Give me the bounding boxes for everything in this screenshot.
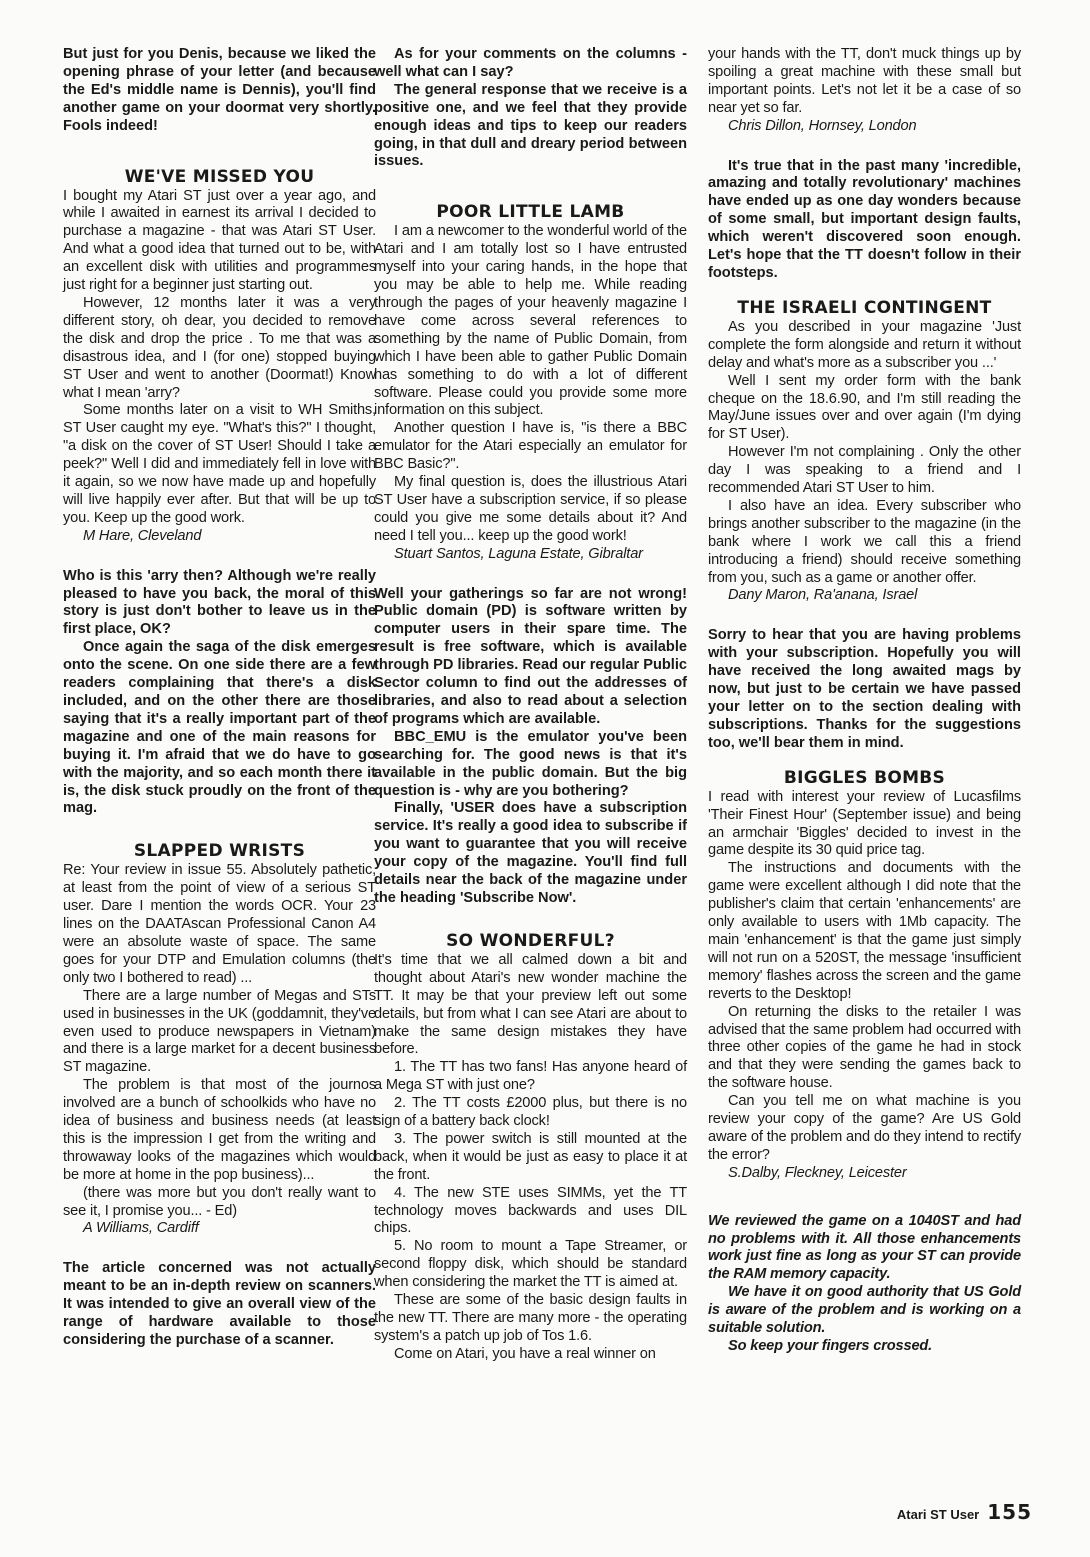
editor-reply: We have it on good authority that US Gold is aware of the problem and is working on a suitable solution. [708, 1284, 1021, 1337]
editor-reply: Once again the saga of the disk emerges onto the scene. On one side there are a few readers complaining that there's a disk included, and on the other there are those saying that it's a really important part of the magazine and one of the main reasons for buying it. I'm afraid that we do have to go with the majority, and so each month there it is, the disk stuck proudly on the front of the mag. [63, 639, 376, 817]
letter-paragraph: Re: Your review in issue 55. Absolutely pathetic, at least from the point of view of a serious ST user. Dare I mention the words OCR. Your 23 lines on the DAATAscan Professional Canon A4 were an absolute waste of space. The same goes for your DTP and Emulation columns (the only two I bothered to read) ... [63, 862, 376, 986]
letter-paragraph: However, 12 months later it was a very different story, oh dear, you decided to remove the disk and drop the price . To me that was a disastrous idea, and I (for one) stopped buying ST User and went to another (Doormat!) Know what I mean 'arry? [63, 294, 376, 401]
letter-paragraph: Some months later on a visit to WH Smiths, ST User caught my eye. "What's this?" I thought, "a disk on the cover of ST User! Should I take a peek?" Well I did and immediately fell in love with it again, so we now have made up and hopefully will live happily ever after. But that will be up to you. Keep up the good work. [63, 402, 376, 526]
list-item: 4. The new STE uses SIMMs, yet the TT technology moves backwards and uses DIL chips. [374, 1184, 687, 1237]
editor-reply: BBC_EMU is the emulator you've been searching for. The good news is that it's available in the public domain. But the big question is - why are you bothering? [374, 728, 687, 799]
editor-reply: Finally, 'USER does have a subscription service. It's really a good idea to subscribe if you want to guarantee that you will receive your copy of the magazine. You'll find full details near the back of the magazine under the heading 'Subscribe Now'. [374, 800, 687, 906]
letter-paragraph: I am a newcomer to the wonderful world of the Atari and I am totally lost so I have entrusted myself into your caring hands, in the hope that you may be able to help me. While reading through the pages of your heavenly magazine I have come across several references to something by the name of Public Domain, from which I have been able to gather Public Domain has something to do with a lot of different software. Please could you provide some more information on this subject. [374, 223, 687, 419]
letter-paragraph: Come on Atari, you have a real winner on [394, 1345, 656, 1362]
letter-signature: Stuart Santos, Laguna Estate, Gibraltar [394, 545, 643, 562]
letter-paragraph: On returning the disks to the retailer I was advised that the same problem had occurred with three other copies of the game he had in stock and that they were sending the games back to the software house. [708, 1003, 1021, 1092]
letter-heading: WE'VE MISSED YOU [124, 166, 315, 187]
letter-heading: POOR LITTLE LAMB [436, 202, 625, 223]
letter-paragraph: your hands with the TT, don't muck things up by spoiling a great machine with these small but important points. Let's not let it be a case of so near yet so far. [708, 46, 1021, 116]
editor-reply: Who is this 'arry then? Although we're really pleased to have you back, the moral of this story is just don't bother to leave us in the first place, OK? [63, 567, 376, 638]
letter-heading: SLAPPED WRISTS [133, 841, 306, 862]
list-item: 1. The TT has two fans! Has anyone heard of a Mega ST with just one? [374, 1059, 687, 1094]
column-3 [708, 46, 1021, 1356]
letter-paragraph: However I'm not complaining . Only the other day I was speaking to a friend and I recommended Atari ST User to him. [708, 444, 1021, 497]
letter-paragraph: It's time that we all calmed down a bit and thought about Atari's new wonder machine the TT. It may be that your preview left out some details, but from what I can see Atari are about to make the same design mistakes they have before. [374, 951, 687, 1058]
column-2 [374, 46, 687, 1364]
letter-paragraph: I read with interest your review of Lucasfilms 'Their Finest Hour' (September issue) and being an armchair 'Biggles' decided to invest in the game despite its 30 quid price tag. [708, 788, 1021, 859]
letter-paragraph: (there was more but you don't really want to see it, I promise you... - Ed) [63, 1184, 376, 1219]
editor-reply: As for your comments on the columns - well what can I say? [374, 46, 687, 80]
letter-signature: Chris Dillon, Hornsey, London [728, 117, 917, 134]
letter-heading: THE ISRAELI CONTINGENT [737, 297, 992, 318]
letter-paragraph: The problem is that most of the journos involved are a bunch of schoolkids who have no idea of business and business needs (at least this is the impression I get from the writing and throwaway looks of the magazines which would be more at home in the pop business)... [63, 1077, 376, 1183]
editor-reply: But just for you Denis, because we liked the opening phrase of your letter (and because the Ed's middle name is Dennis), you'll find another game on your doormat very shortly. Fools indeed! [63, 46, 376, 134]
letter-paragraph: I bought my Atari ST just over a year ago, and while I awaited in earnest its arrival I decided to purchase a magazine - that was Atari ST User. And what a good idea that turned out to be, with an excellent disk with utilities and programmes just right for a beginner just starting out. [63, 187, 376, 294]
list-item: 5. No room to mount a Tape Streamer, or second floppy disk, which should be standard when considering the market the TT is aimed at. [374, 1238, 687, 1291]
letter-heading: BIGGLES BOMBS [783, 767, 946, 788]
editor-reply: So keep your fingers crossed. [728, 1338, 933, 1354]
list-item: 2. The TT costs £2000 plus, but there is no sign of a battery back clock! [374, 1095, 687, 1130]
letter-paragraph: I also have an idea. Every subscriber who brings another subscriber to the magazine (in the bank where I work we call this a friend introducing a friend) should receive something from you, such as a game or another offer. [708, 497, 1021, 586]
editor-reply: Sorry to hear that you are having problems with your subscription. Hopefully you will have received the long awaited mags by now, but just to be certain we have passed your letter on to the section dealing with subscriptions. Thanks for the suggestions too, we'll bear them in mind. [708, 627, 1021, 751]
editor-reply: Well your gatherings so far are not wrong! Public domain (PD) is software written by computer users in their spare time. The result is free software, which is available through PD libraries. Read our regular Public Sector column to find out the addresses of libraries, and also to read about a selection of programs which are available. [374, 585, 688, 727]
letter-signature: A Williams, Cardiff [83, 1220, 199, 1237]
editor-reply: The article concerned was not actually meant to be an in-depth review on scanners. It was intended to give an overall view of the range of hardware available to those considering the purchase of a scanner. [63, 1260, 376, 1348]
letter-signature: Dany Maron, Ra'anana, Israel [728, 587, 918, 604]
letter-paragraph: There are a large number of Megas and STs used in businesses in the UK (goddamnit, they've even used to produce newspapers in Vietnam) and there is a large market for a decent business ST magazine. [63, 987, 376, 1076]
page-footer [897, 1500, 1032, 1524]
letter-paragraph: The instructions and documents with the game were excellent although I did note that the publisher's claim that certain 'enhancements' are only available to users with 1Mb capacity. The main 'enhancement' is that the game just simply will not run on a 520ST, the message 'insufficient memory' flashes across the screen and the game reverts to the Desktop! [708, 860, 1021, 1002]
editor-reply: It's true that in the past many 'incredible, amazing and totally revolutionary' machines have ended up as one day wonders because of some small, but important design faults, which weren't discovered soon enough. Let's hope that the TT doesn't follow in their footsteps. [708, 157, 1021, 281]
letter-heading: SO WONDERFUL? [446, 930, 615, 951]
letter-paragraph: Another question I have is, "is there a BBC emulator for the Atari especially an emulator for BBC Basic?". [374, 420, 687, 473]
letter-paragraph: My final question is, does the illustrious Atari ST User have a subscription service, if so please could you give me some details about it? And need I tell you... keep up the good work! [374, 474, 687, 544]
letter-paragraph: These are some of the basic design faults in the new TT. There are many more - the operating system's a patch up job of Tos 1.6. [374, 1292, 687, 1344]
letter-paragraph: Well I sent my order form with the bank cheque on the 18.6.90, and I'm still reading the May/June issues over and over again (I'm dying for ST User). [708, 372, 1021, 443]
editor-reply: We reviewed the game on a 1040ST and had no problems with it. All those enhancements work just fine as long as your ST can provide the RAM memory capacity. [708, 1212, 1021, 1283]
column-1 [63, 46, 376, 1350]
letter-paragraph: As you described in your magazine 'Just complete the form alongside and return it without delay and what's more as a subscriber you ...' [708, 318, 1021, 371]
list-item: 3. The power switch is still mounted at the back, when it would be just as easy to place it at the front. [374, 1130, 687, 1183]
letter-signature: M Hare, Cleveland [83, 527, 202, 544]
editor-reply: The general response that we receive is a positive one, and we feel that they provide enough ideas and tips to keep our readers going, in that dull and dreary period between issues. [374, 81, 687, 170]
page-number: 155 [987, 1500, 1032, 1524]
magazine-name: Atari ST User [896, 1507, 980, 1522]
letter-paragraph: Can you tell me on what machine is you review your copy of the game? Are US Gold aware of the problem and do they intend to rectify the error? [708, 1093, 1021, 1163]
letter-signature: S.Dalby, Fleckney, Leicester [728, 1164, 907, 1181]
